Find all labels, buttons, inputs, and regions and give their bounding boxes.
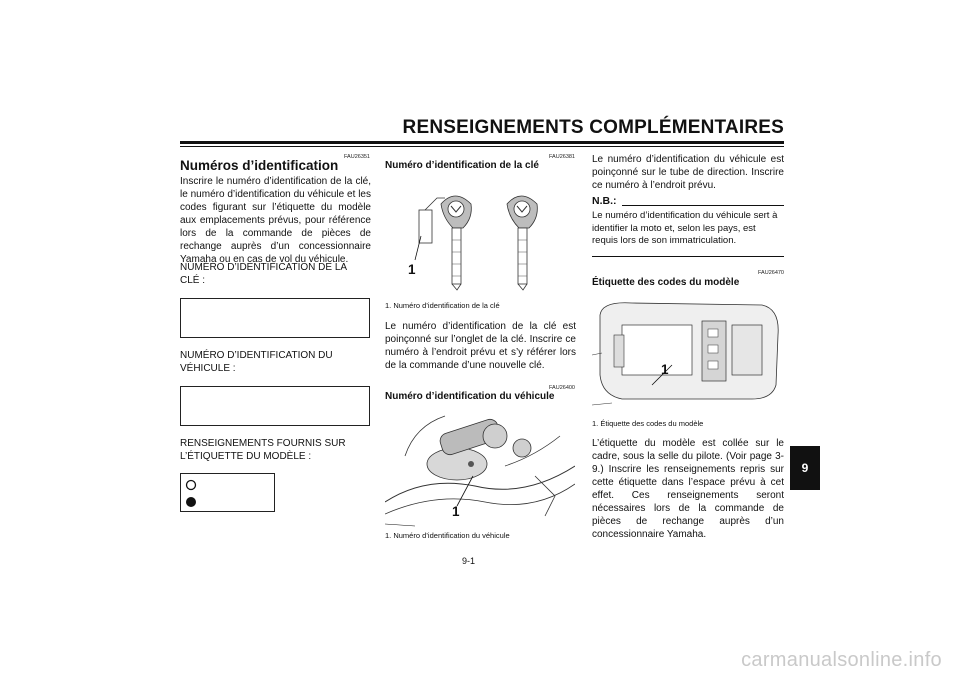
- key-2: [507, 196, 537, 290]
- nb-title-row: [592, 195, 784, 209]
- nb-title: N.B.:: [592, 195, 617, 207]
- steering-head-drawing: [385, 406, 575, 530]
- page-title: RENSEIGNEMENTS COMPLÉMENTAIRES: [402, 117, 784, 138]
- vehicle-number-label: NUMÉRO D’IDENTIFICATION DU VÉHICULE :: [180, 350, 333, 374]
- chapter-tab: 9: [790, 446, 820, 490]
- key-illustration: [385, 176, 575, 301]
- circle-outline-icon: [187, 481, 196, 490]
- label-caption: 1. Étiquette des codes du modèle: [592, 419, 704, 428]
- vehicle-number-field[interactable]: [180, 386, 370, 426]
- nb-rule: [622, 205, 784, 206]
- vehicle-paragraph: Le numéro d’identification du véhicule est poinçonné sur le tube de direction. Inscrire ce numéro à l’endroit prévu.: [592, 154, 784, 191]
- nb-bottom-rule: [592, 256, 784, 257]
- watermark: carmanualsonline.info: [741, 649, 942, 671]
- label-paragraph: L’étiquette du modèle est collée sur le cadre, sous la selle du pilote. (Voir page 3-9.) Inscrire les renseignements repris sur cette étiquette dans l’espace prévu à cet effet. Ces renseignements seront nécessaires lors de la commande de pièces de rechange auprès d’un concessionnaire Yamaha.: [592, 438, 784, 540]
- key-section-code: FAU26381: [549, 154, 575, 160]
- key-number-label: NUMÉRO D’IDENTIFICATION DE LA CLÉ :: [180, 262, 347, 286]
- key-paragraph: Le numéro d’identification de la clé est poinçonné sur l’onglet de la clé. Inscrire ce numéro à l’endroit prévu et s’y référer lors de la commande d’une nouvelle clé.: [385, 321, 576, 371]
- model-label-field[interactable]: [180, 473, 275, 512]
- frame-drawing: [592, 295, 784, 407]
- key-1: [441, 196, 471, 290]
- model-label-illustration: [592, 295, 784, 407]
- header-rule: [180, 141, 784, 144]
- intro-paragraph: Inscrire le numéro d’identification de la clé, le numéro d’identification du véhicule et les codes figurant sur l’étiquette du modèle aux emplacements prévus, pour référence lors de la commande de pièces de rechange auprès d’un concessionnaire Yamaha ou en cas de vol du véhicule.: [180, 176, 371, 265]
- key-callout-number: 1: [408, 262, 416, 277]
- key-caption: 1. Numéro d’identification de la clé: [385, 301, 500, 310]
- model-label-label: RENSEIGNEMENTS FOURNIS SUR L’ÉTIQUETTE DU MODÈLE :: [180, 438, 346, 462]
- vehicle-callout-number: 1: [452, 504, 460, 519]
- vehicle-section-code: FAU26400: [549, 385, 575, 391]
- key-number-field[interactable]: [180, 298, 370, 338]
- circle-filled-icon: [186, 497, 196, 507]
- keys-drawing: [385, 176, 575, 301]
- header-rule-thin: [180, 146, 784, 147]
- key-tag: [419, 210, 432, 243]
- steering-illustration: [385, 406, 575, 530]
- label-callout-number: 1: [661, 362, 669, 377]
- nb-paragraph: Le numéro d’identification du véhicule sert à identifier la moto et, selon les pays, est requis lors de son immatriculation.: [592, 210, 778, 246]
- vehicle-heading: Numéro d’identification du véhicule: [385, 391, 555, 402]
- label-section-code: FAU26470: [758, 270, 784, 276]
- model-label-symbols: [181, 474, 276, 513]
- section-heading: Numéros d’identification: [180, 158, 339, 173]
- section-code: FAU26351: [344, 154, 370, 160]
- vehicle-caption: 1. Numéro d’identification du véhicule: [385, 531, 510, 540]
- label-heading: Étiquette des codes du modèle: [592, 277, 740, 288]
- page-number: 9-1: [462, 556, 476, 566]
- key-heading: Numéro d’identification de la clé: [385, 160, 539, 171]
